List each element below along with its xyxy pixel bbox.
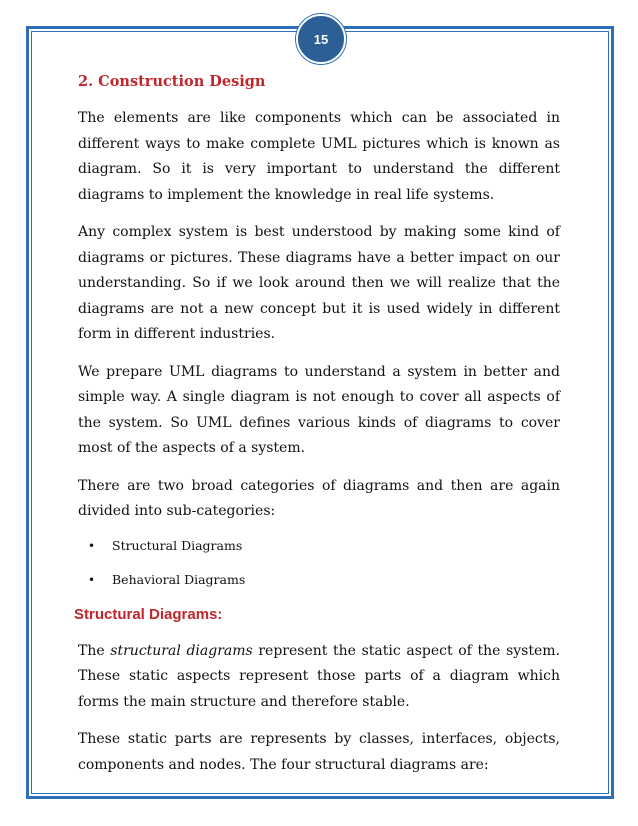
list-item-label: Structural Diagrams — [112, 537, 243, 553]
category-list — [78, 537, 560, 589]
paragraph-lead: The — [78, 642, 111, 659]
paragraph: There are two broad categories of diagrams and then are again divided into sub-categories: — [78, 477, 560, 519]
paragraph — [78, 639, 560, 716]
bullet-dot-icon: • — [88, 572, 96, 587]
paragraph-rest: represent the static aspect of the system. These static aspects represent those parts of a diagram which forms the main structure and therefore stable. — [78, 642, 561, 710]
list-item — [78, 571, 560, 589]
page-number-badge: 15 — [296, 14, 346, 64]
paragraph: These static parts are represents by classes, interfaces, objects, components and nodes. The four structural diagrams are: — [78, 731, 560, 773]
subsection-heading: Structural Diagrams: — [74, 605, 223, 623]
paragraph: Any complex system is best understood by making some kind of diagrams or pictures. These diagrams have a better impact on our understanding. So if we look around then we will realize that the diagrams are not a new concept but it is used widely in different form in different industries. — [78, 224, 560, 342]
list-item-label: Behavioral Diagrams — [112, 571, 246, 587]
document-body — [74, 72, 561, 790]
paragraph: The elements are like components which can be associated in different ways to make complete UML pictures which is known as diagram. So it is very important to understand the different diagrams to implement the knowledge in real life systems. — [78, 110, 560, 203]
section-heading: 2. Construction Design — [78, 73, 266, 90]
bullet-dot-icon: • — [88, 538, 96, 553]
paragraph: We prepare UML diagrams to understand a system in better and simple way. A single diagram is not enough to cover all aspects of the system. So UML defines various kinds of diagrams to cover most of the aspects of a system. — [78, 363, 560, 456]
list-item — [78, 537, 560, 555]
emphasis-term: structural diagrams — [110, 642, 253, 659]
